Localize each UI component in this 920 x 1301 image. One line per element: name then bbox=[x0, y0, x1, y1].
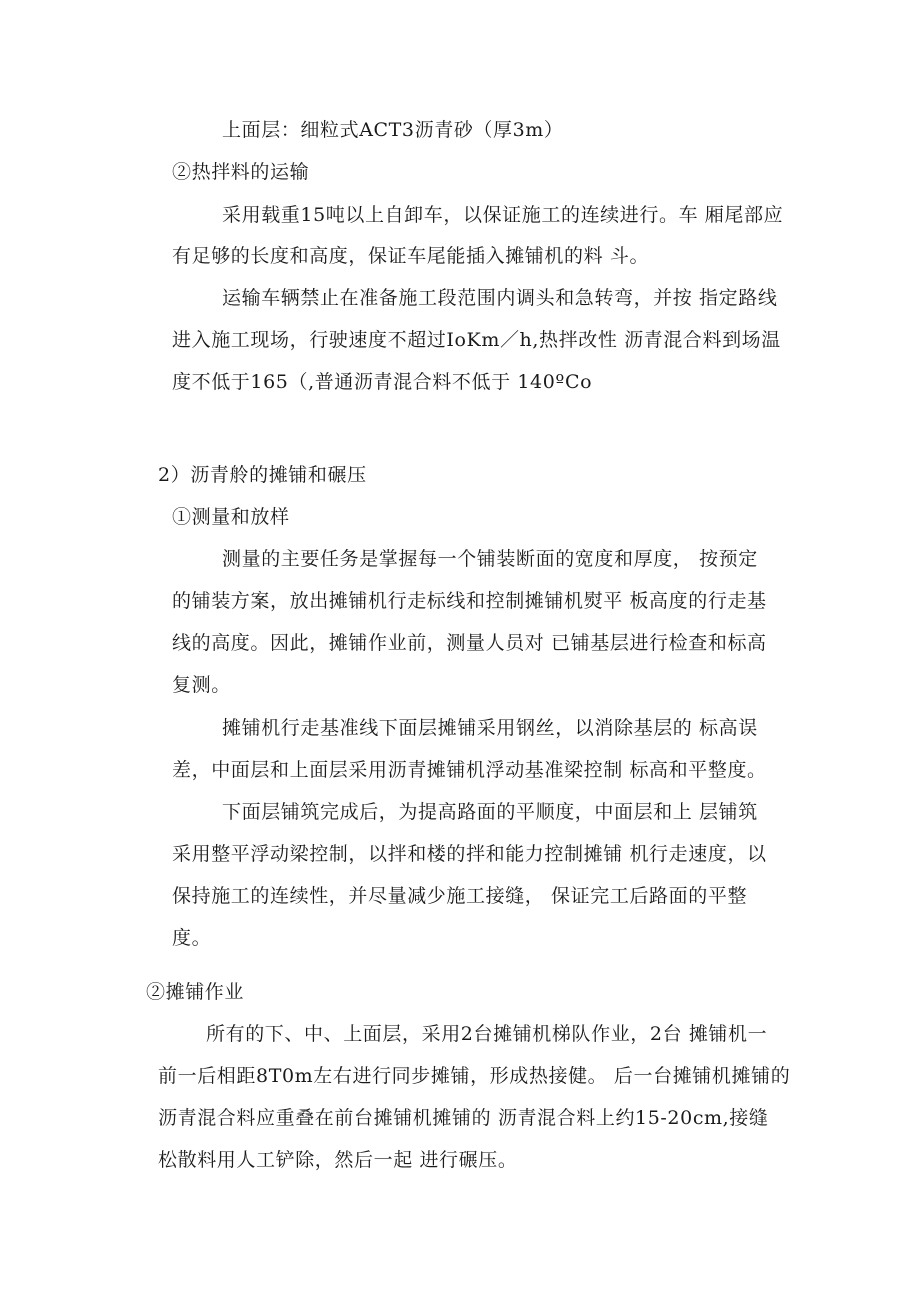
paragraph-line: 线的高度。因此，摊铺作业前，测量人员对 已铺基层进行检查和标高 bbox=[172, 632, 767, 654]
paragraph-line: 运输车辆禁止在准备施工段范围内调头和急转弯，并按 指定路线 bbox=[222, 287, 778, 309]
paragraph-line: 松散料用人工铲除，然后一起 进行碾压。 bbox=[158, 1149, 518, 1171]
paragraph-line: 测量的主要任务是掌握每一个铺装断面的宽度和厚度， 按预定 bbox=[222, 548, 758, 570]
paragraph-line: 采用整平浮动梁控制，以拌和楼的拌和能力控制摊铺 机行走速度，以 bbox=[172, 843, 767, 865]
paragraph-line: 摊铺机行走基准线下面层摊铺采用钢丝，以消除基层的 标高误 bbox=[222, 717, 758, 739]
paragraph-line: 度。 bbox=[172, 927, 212, 949]
paragraph-line: 进入施工现场，行驶速度不超过IoKm／h,热拌改性 沥青混合料到场温 bbox=[172, 329, 781, 351]
paragraph-line: 沥青混合料应重叠在前台摊铺机摊铺的 沥青混合料上约15-20cm,接缝 bbox=[158, 1107, 769, 1129]
paragraph-line: 所有的下、中、上面层，采用2台摊铺机梯队作业，2台 摊铺机一 bbox=[206, 1023, 768, 1045]
heading-paving-compaction: 2）沥青舲的摊铺和碾压 bbox=[158, 464, 367, 486]
paragraph-line: 度不低于165（,普通沥青混合料不低于 140ºCo bbox=[172, 371, 593, 393]
heading-paving-operation: ②摊铺作业 bbox=[146, 981, 245, 1003]
paragraph-line: 有足够的长度和高度，保证车尾能插入摊铺机的料 斗。 bbox=[172, 245, 650, 267]
paragraph-line: 复测。 bbox=[172, 674, 231, 696]
paragraph-line: 差，中面层和上面层采用沥青摊铺机浮动基准梁控制 标高和平整度。 bbox=[172, 759, 767, 781]
paragraph-line: 保持施工的连续性，并尽量减少施工接缝， 保证完工后路面的平整 bbox=[172, 885, 748, 907]
heading-hot-mix-transport: ②热拌料的运输 bbox=[172, 161, 310, 183]
heading-survey-stakeout: ①测量和放样 bbox=[172, 506, 290, 528]
paragraph-line: 的铺装方案，放出摊铺机行走标线和控制摊铺机熨平 板高度的行走基 bbox=[172, 590, 767, 612]
paragraph-line: 前一后相距8T0m左右进行同步摊铺，形成热接健。 后一台摊铺机摊铺的 bbox=[158, 1065, 791, 1087]
paragraph-line: 采用载重15吨以上自卸车，以保证施工的连续进行。车 厢尾部应 bbox=[222, 204, 784, 226]
upper-layer-spec: 上面层：细粒式ACT3沥青砂（厚3m） bbox=[222, 119, 564, 141]
paragraph-line: 下面层铺筑完成后，为提高路面的平顺度，中面层和上 层铺筑 bbox=[222, 801, 758, 823]
